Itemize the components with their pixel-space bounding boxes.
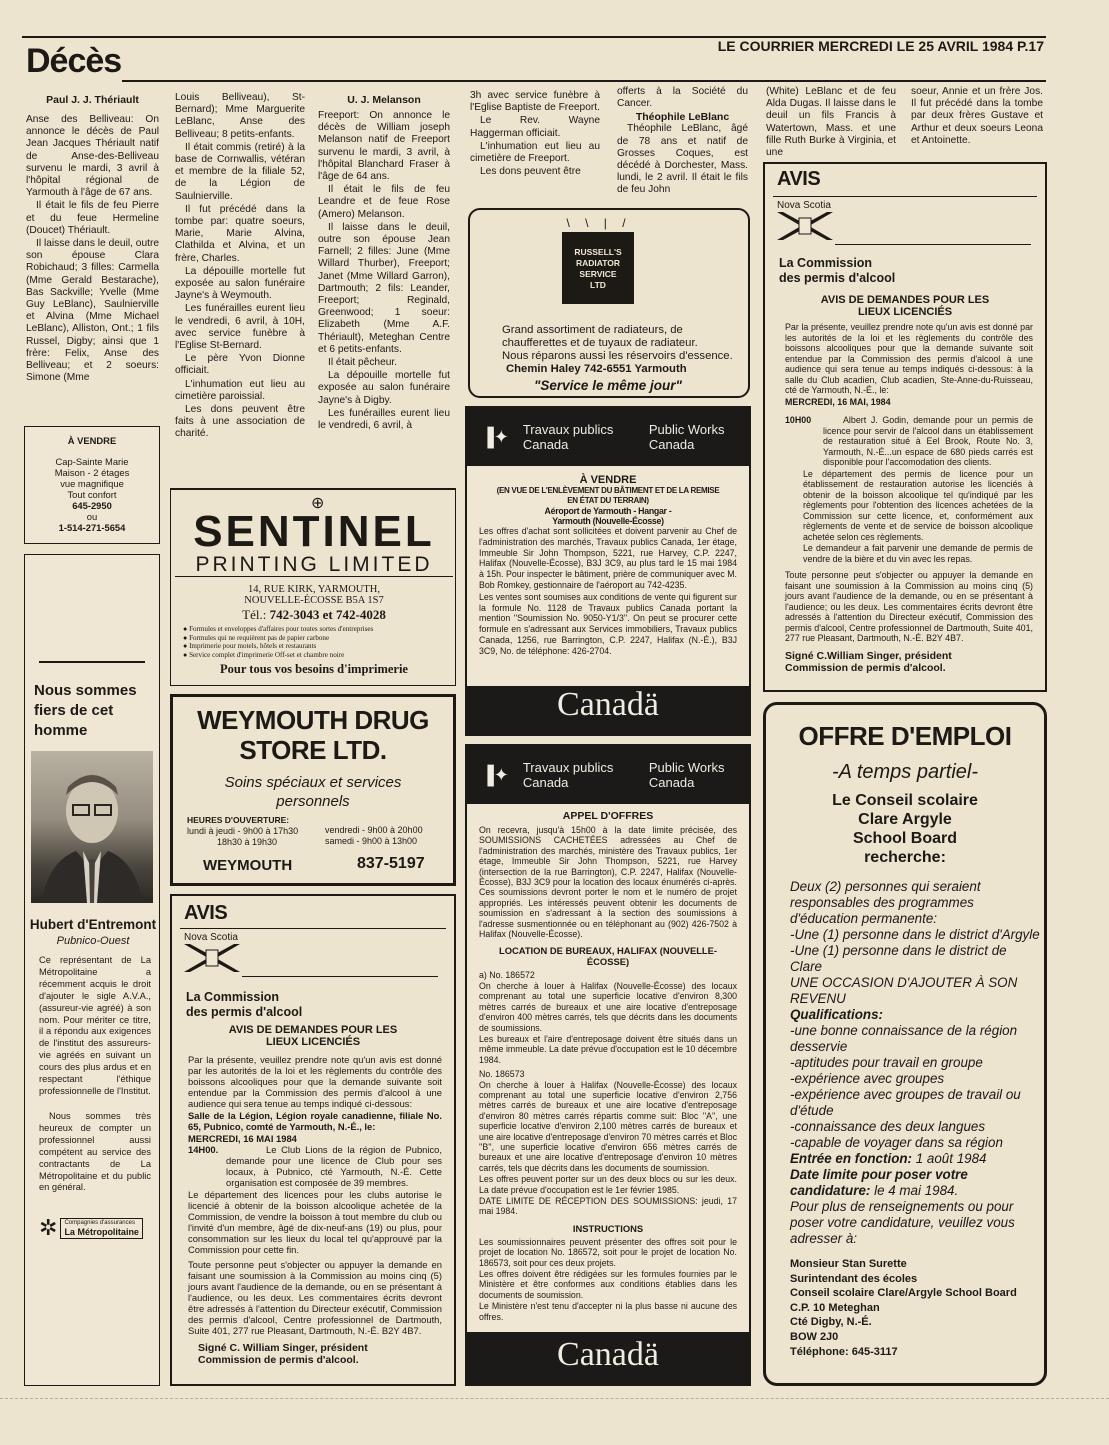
public-works-tender-ad — [465, 744, 751, 1386]
hours-line: 18h30 à 19h30 — [217, 836, 278, 847]
commission-name — [779, 256, 895, 286]
radiator-slogan: "Service le même jour" — [534, 378, 682, 393]
metro-body: Ce représentant de La Métropolitaine a récemment acquis le droit d'ajouter le sigle A.V.A., (assureur-vie agréé) à son nom. Pour mériter ce titre, il a répondu aux exigences de l'institut des assureurs-vie agréés en suivant un cours des plus ardus et en respectant l'éthique professionnelle de l'Institut. — [39, 955, 151, 1096]
rep-place: Pubnico-Ouest — [56, 935, 130, 947]
instructions-item: Les offres doivent être rédigées sur les formules fournies par le Ministère et être conformes aux conditions établies dans les documents de soumission. — [479, 1269, 737, 1300]
sentinel-name: SENTINEL — [193, 507, 435, 556]
metro-title: Nous sommes fiers de cet homme — [34, 682, 137, 739]
qualifications-title: Qualifications: — [790, 1007, 884, 1022]
sentinel-address-line: 14, RUE KIRK, YARMOUTH, — [247, 584, 381, 595]
obituary-leblanc-continued — [911, 86, 1043, 148]
metro-logo — [39, 1217, 151, 1239]
drug-phone: 837-5197 — [357, 855, 425, 872]
drug-tagline — [173, 773, 453, 811]
tender-b-body-2: Les offres peuvent porter sur un des deux blocs ou sur les deux. La date prévue d'occupation est le 1er février 1985. — [479, 1174, 737, 1195]
job-position: -Une (1) personne dans le district de Clare — [790, 943, 1007, 974]
qualification-item: -expérience avec groupes — [790, 1071, 945, 1086]
obituary-paragraph: Il était commis (retiré) à la base de Cornwallis, vétéran et membre de la filiale 52, de la Légion de Saulnierville. — [175, 141, 305, 202]
drug-town: WEYMOUTH — [203, 857, 293, 874]
qualification-item: -aptitudes pour travail en groupe — [790, 1055, 983, 1070]
avis-item: Le Club Lions de la région de Pubnico, demande pour une licence de Club pour ses locaux, à Pubnico, cté Yarmouth, N.-É. Cette organisation est composée de 39 membres. — [226, 1144, 442, 1188]
canada-flag-icon: ▐✦ — [481, 426, 509, 447]
avis-closing: Toute personne peut s'objecter ou appuyer la demande en faisant une soumission à la Commission au moins cinq (5) jours avant l'audience de la demande, ou en se présentant à l'audience, ou les deux. Les commentaires écrits devront être adressés à l'attention du Directeur exécutif, Commission des permis d'alcool, Centre professionnel de Dartmouth, Suite 401, 277 rue Pleasant, Dartmouth, N.-É. B2Y 4B7. — [188, 1259, 442, 1336]
job-org-line: Clare Argyle — [858, 811, 952, 828]
job-opportunity: UNE OCCASION D'AJOUTER À SON REVENU — [790, 975, 1018, 1006]
sentinel-address — [171, 584, 457, 606]
for-sale-ad — [24, 426, 160, 544]
metro-logo-name: La Métropolitaine — [64, 1226, 139, 1237]
avis-item-2: Le département des licences pour les clubs autorise le licencié à obtenir de la boisson alcoolique achetée de la Commission, de vendre la boisson à tout membre du club ou l'invité d'un membre, âgé de dix-neuf-ans (19) ou plus, pour consommation sur les lieux du local tel qu'approuvé par la Commission pour cette fin. — [188, 1189, 442, 1255]
public-works-sale-ad — [465, 406, 751, 736]
sentinel-address-line: NOUVELLE-ÉCOSSE B5A 1S7 — [244, 595, 384, 606]
drug-name — [173, 705, 453, 765]
radiator-badge-line: SERVICE — [579, 269, 617, 279]
obituary-theriault-continued — [175, 92, 305, 442]
drug-name-line: WEYMOUTH DRUG — [197, 705, 429, 735]
avis-signature: Signé C.William Singer, président — [785, 649, 952, 662]
tender-a-no: a) No. 186572 — [479, 970, 535, 981]
metro-body-2: Nous sommes très heureux de compter un professionnel aussi compétent au service des contractants de La Métropolitaine et du public en général. — [39, 1111, 151, 1193]
contact-line: Cté Digby, N.-É. — [790, 1316, 872, 1329]
dept-country-en: Canada — [648, 437, 695, 452]
instructions-item: Les soumissionnaires peuvent présenter des offres soit pour le projet de location No. 186572, soit pour le projet de location No. 186573, soit pour ces deux projets. — [479, 1236, 737, 1268]
sentinel-tel-label: Tél.: — [242, 607, 267, 622]
job-org-line: School Board — [852, 830, 957, 847]
obituary-paragraph: Le père Yvon Dionne officiait. — [175, 353, 305, 377]
for-sale-line: Maison - 2 étages — [54, 467, 130, 478]
obituary-paragraph: Il était le fils de feu Pierre et du feue Hermeline (Doucet) Thériault. — [26, 200, 159, 236]
obituary-paragraph: L'inhumation eut lieu au cimetière de Freeport. — [470, 140, 600, 165]
for-sale-line: Tout confort — [67, 489, 117, 500]
avis-body — [188, 1054, 442, 1366]
for-sale-line: Cap-Sainte Marie — [55, 456, 129, 467]
portrait-photo — [31, 751, 153, 903]
obituary-paragraph: Les dons peuvent être — [480, 166, 581, 178]
tender-b-no: No. 186573 — [479, 1069, 525, 1080]
sentinel-subname: PRINTING LIMITED — [175, 554, 453, 577]
obituary-heading: U. J. Melanson — [347, 94, 421, 106]
radiator-text — [502, 324, 742, 376]
section-title: Décès — [26, 42, 122, 80]
tender-section: LOCATION DE BUREAUX, HALIFAX (NOUVELLE-ÉCOSSE) — [498, 945, 718, 968]
metropolitaine-ad — [24, 554, 160, 1386]
job-org-line: Le Conseil scolaire — [832, 792, 978, 809]
obituary-paragraph: Il laisse dans le deuil, outre son épouse Clara Robichaud; 3 filles: Carmella (Mme Gerald Bestarache), Bas Sackville; Yvelle (Mme Guy LeBlanc), Saulnierville et Alvina (Mme Michael LeBlanc), Alliston, Ont.; 1 fils Russel, Digby; ainsi que 1 frère: Felix, Anse des Belliveau; et 2 soeurs: Simone (Mme — [26, 238, 159, 384]
obituary-theriault — [26, 92, 159, 385]
for-sale-line: vue magnifique — [60, 478, 124, 489]
hours-line: vendredi - 9h00 à 20h00 — [325, 825, 423, 835]
job-position: -Une (1) personne dans le district d'Argyle — [790, 927, 1040, 942]
tender-b-body: On cherche à louer à Halifax (Nouvelle-Écosse) des locaux comprenant au total une superficie locative d'environ 2,756 mètres carrés de bureaux et une aire locative d'entreposage d'environ 80 mètres carrés répartis comme suit: Bloc ''A'', une superficie locative d'environ 2,100 mètres carrés de bureaux et une aire locative d'entreposage d'environ 70 mètres carrés et Bloc ''B'', une superficie locative d'environ 656 mètres carrés de bureaux et une aire locative d'entreposage d'environ 10 mètres carrés, tels que décrits dans les documents de soumission. — [479, 1079, 737, 1173]
sentinel-printing-ad — [170, 488, 456, 686]
issue-line: LE COURRIER MERCREDI LE 25 AVRIL 1984 P.17 — [717, 38, 1044, 54]
obituary-paragraph: Il était le fils de feu Leandre et de feue Rose (Amero) Melanson. — [318, 184, 450, 220]
contact-line: Monsieur Stan Surette — [790, 1258, 907, 1270]
metro-logo-icon: ✲ — [39, 1215, 58, 1240]
header-rule — [122, 80, 1046, 82]
commission-line: des permis d'alcool — [186, 1005, 303, 1019]
commission-line: des permis d'alcool — [779, 271, 896, 285]
hours-left — [187, 826, 298, 847]
dept-name-fr: Travaux publics — [522, 422, 614, 437]
divider — [39, 661, 145, 663]
avis-body — [785, 322, 1033, 675]
avis-title — [172, 1024, 454, 1048]
obituary-melanson — [318, 92, 450, 433]
page-header — [22, 36, 1046, 84]
obituary-heading: Paul J. J. Thériault — [46, 94, 139, 106]
for-sale-phone: 1-514-271-5654 — [58, 522, 126, 533]
tender-a-body-2: Les bureaux et l'aire d'entreposage doivent être situés dans un même immeuble. La date prévue d'occupation est le 10 décembre 1984. — [479, 1033, 737, 1065]
contact-line: C.P. 10 Meteghan — [790, 1301, 880, 1314]
public-works-header — [467, 408, 749, 466]
sale-body: Les offres d'achat sont sollicitées et doivent parvenir au Chef de l'administration des marchés, Travaux publics Canada, 1er étage, Immeuble Sir John Thompson, 5221, rue Harvey, C.P. 2247, Halifax (Nouvelle-Écosse), B3J 3C9, au plus tard le 15 mai 1984 à 15h. Pour inspecter le bâtiment, prière de communiquer avec M. Bob Romkey, gestionnaire de l'aéroport au 742-4235. — [479, 526, 737, 590]
avis-item-3: Le demandeur a fait parvenir une demande de permis de vendre de la bière et du vin avec les repas. — [803, 543, 1033, 564]
avis-closing: Toute personne peut s'objecter ou appuyer la demande en faisant une soumission à la Commission au moins cinq (5) jours avant l'audience de la demande, ou en se présentant à l'audience; ou les deux. Les commentaires écrits devront être adressés à l'attention du Directeur exécutif, Commission des permis d'alcool, Centre professionnel de Dartmouth, Suite 401, 277 rue Pleasant, Dartmouth, N.-É. B2Y 4B7. — [785, 570, 1033, 643]
obituary-leblanc-continued — [766, 86, 896, 160]
avis-time: 10H00 — [785, 415, 812, 425]
avis-label: AVIS — [777, 168, 821, 190]
avis-signature: Signé C. William Singer, président — [198, 1342, 368, 1354]
sentinel-service-item: ● Formules et enveloppes d'affaires pour toutes sortes d'entreprises — [183, 625, 374, 633]
avis-intro: Par la présente, veuillez prendre note qu'un avis est donné par les autorités de la loi et les règlements du contrôle des boissons alcooliques pour que la demande suivante soit entendue par la Commission des permis d'alcool à une audience qui sera tenue au temps indiqués ci-dessous: à la salle du Club acadien, Club acadien, Ste-Anne-du-Ruisseau, cté de Yarmouth, N.-É., le: — [785, 322, 1033, 395]
job-details — [790, 879, 1040, 1247]
tender-deadline: DATE LIMITE DE RÉCEPTION DES SOUMISSIONS: jeudi, 17 mai 1984. — [479, 1196, 737, 1217]
obituary-paragraph: Il laisse dans le deuil, outre son épouse Jean Farnell; 2 filles: June (Mme Willard Thurber), Freeport; Janet (Mme Willard Garron), Dartmouth; 2 fils: Leander, Freeport; Reginald, Greenwood; 1 soeur: Elizabeth (Mme A.F. Thériault), Meteghan Centre et 6 petits-enfants. — [318, 221, 450, 355]
radiator-badge-line: RUSSELL'S — [574, 247, 622, 257]
radiator-contact: Chemin Haley 742-6551 Yarmouth — [506, 363, 687, 375]
qualification-item: -capable de voyager dans sa région — [790, 1135, 1003, 1150]
job-org-line: recherche: — [864, 849, 946, 866]
sale-title: À VENDRE — [579, 474, 637, 486]
hours-line: lundi à jeudi - 9h00 à 17h30 — [187, 826, 299, 836]
dept-name-fr: Travaux publics — [522, 760, 614, 775]
hours-title: HEURES D'OUVERTURE: — [187, 815, 290, 825]
avis-liquor-pubnico — [170, 894, 456, 1386]
deadline-label: Date limite pour poser votre candidature: — [790, 1167, 968, 1198]
sentinel-tagline: Pour tous vos besoins d'imprimerie — [220, 662, 408, 676]
avis-rule — [773, 196, 1037, 197]
nova-scotia-logo-icon — [184, 944, 240, 972]
canada-wordmark-bar — [467, 686, 749, 734]
radiator-badge-line: RADIATOR — [575, 258, 621, 268]
obituary-paragraph: Louis Belliveau), St-Bernard); Mme Marguerite LeBlanc, Anse des Belliveau; 8 petits-enfants. — [175, 92, 305, 140]
commission-line: La Commission — [779, 256, 873, 270]
sentinel-tel: 742-3043 et 742-4028 — [269, 607, 386, 622]
canada-wordmark-bar — [467, 1332, 749, 1384]
qualification-item: -expérience avec groupes de travail ou d'étude — [790, 1087, 1021, 1118]
avis-liquor-acadien — [763, 162, 1047, 692]
job-contact — [790, 1257, 1040, 1359]
sentinel-services — [183, 625, 453, 659]
job-offer-ad — [763, 702, 1047, 1386]
drug-tagline-line: personnels — [276, 793, 350, 810]
obituary-paragraph: Il fut précédé dans la tombe par: quatre soeurs, Marie, Marie Alvina, Clathilda et Alvina, et un frère, Charles. — [175, 203, 305, 264]
obituary-leblanc — [617, 86, 748, 198]
globe-icon: ⊕ — [311, 495, 325, 512]
obituary-paragraph: L'inhumation eut lieu au cimetière paroissial. — [175, 378, 305, 402]
avis-date: MERCREDI, 16 MAI 1984 — [188, 1133, 297, 1144]
rep-name: Hubert d'Entremont — [29, 917, 157, 932]
radiator-line: Nous réparons aussi les réservoirs d'essence. — [502, 350, 733, 362]
obituary-paragraph: offerts à la Société du Cancer. — [617, 86, 748, 110]
contact-line: Conseil scolaire Clare/Argyle School Board — [790, 1287, 1017, 1300]
sentinel-service-item: ● Formules qui ne requièrent pas de papier carbone — [183, 633, 330, 642]
obituary-paragraph: Théophile LeBlanc, âgé de 78 ans et natif de Grosses Coques, est décédé à Dorchester, Mass. lundi, le 2 avril. Il était le fils de feu John — [617, 123, 748, 196]
radiator-service-ad — [468, 208, 750, 398]
avis-time: 14H00. — [188, 1144, 219, 1155]
dept-country-fr: Canada — [522, 437, 569, 452]
obituary-paragraph: Les funérailles eurent lieu le vendredi, 6 avril, à 10H, avec service funèbre à l'Eglise St-Bernard. — [175, 303, 305, 352]
sale-subtitle: EN ÉTAT DU TERRAIN) — [567, 496, 649, 505]
avis-title-line: AVIS DE DEMANDES POUR LES — [228, 1024, 398, 1036]
obituary-paragraph: La dépouille mortelle fut exposée au salon funéraire Jayne's à Digby. — [318, 370, 450, 406]
commission-line: La Commission — [186, 990, 280, 1004]
sale-subtitle: Aéroport de Yarmouth - Hangar - — [544, 506, 672, 516]
avis-title-line: AVIS DE DEMANDES POUR LES — [820, 294, 990, 306]
radiator-line: Grand assortiment de radiateurs, de — [502, 324, 683, 336]
avis-title-line: LIEUX LICENCIÉS — [265, 1036, 361, 1048]
instructions-item: Le Ministère n'est tenu d'accepter ni la plus basse ni aucune des offres. — [479, 1301, 737, 1322]
obituary-paragraph: Les funérailles eurent lieu le vendredi, 6 avril, à — [318, 407, 450, 432]
province-label: Nova Scotia — [777, 200, 831, 211]
avis-item-2: Le département des permis de licence pour un établissement de restauration autorise les licenciés à obtenir de la boisson alcoolique tel qu'indiqué par les règlements pour l'obtention des licences achetées de la Commission sur cette licence, et, conformément aux règlements de vente et de service de boisson alcoolique achetée selon ces règlements. — [803, 468, 1033, 542]
contact-line: BOW 2J0 — [790, 1330, 839, 1343]
sale-subtitle: Yarmouth (Nouvelle-Écosse) — [552, 516, 664, 526]
tender-a-body: On cherche à louer à Halifax (Nouvelle-Écosse) des locaux comprenant au total une superficie locative d'environ 8,300 mètres carrés de bureaux et une aire locative d'entreposage d'environ 400 mètres carrés, tels que décrits dans les documents de soumissions. — [479, 980, 737, 1033]
avis-location: Salle de la Légion, Légion royale canadienne, filiale No. 65, Pubnico, comté de Yarmouth, N.-É., le: — [188, 1110, 442, 1132]
job-title: OFFRE D'EMPLOI — [798, 721, 1012, 751]
canada-wordmark: Canadä — [557, 686, 659, 723]
sentinel-service-item: ● Service complet d'imprimerie Off-set et chambre noire — [183, 650, 345, 659]
avis-rule — [180, 928, 446, 929]
dept-name-en: Public Works — [648, 760, 725, 775]
obituary-paragraph: 3h avec service funèbre à l'Eglise Baptiste de Freeport. — [470, 90, 600, 114]
obituary-paragraph: Anse des Belliveau: On annonce le décès de Paul Jean Jacques Thériault natif de Anse-des-Belliveau survenu le mardi, 3 avril à l'hôpital régional de Yarmouth à l'âge de 67 ans. — [26, 114, 159, 199]
commission-name — [186, 990, 302, 1020]
for-sale-or: ou — [86, 511, 98, 522]
nova-scotia-logo-icon — [777, 212, 833, 240]
dept-country-fr: Canada — [522, 775, 569, 790]
qualification-item: -connaissance des deux langues — [790, 1119, 986, 1134]
radiator-icon: \ \ | / / — [566, 216, 632, 244]
avis-title-line: LIEUX LICENCIÉS — [857, 306, 953, 318]
hours-line: samedi - 9h00 à 13h00 — [325, 835, 418, 846]
obituary-paragraph: Freeport: On annonce le décès de William joseph Melanson natif de Freeport survenu le mardi, 3 avril, à l'hôpital Blanchard Fraser à l'âge de 64 ans. — [318, 110, 450, 183]
job-subtitle: -A temps partiel- — [832, 761, 978, 783]
instructions-title: INSTRUCTIONS — [572, 1222, 644, 1234]
qualification-item: -une bonne connaissance de la région desservie — [790, 1023, 1018, 1054]
metro-logo-small: Compagnies d'assurances — [64, 1219, 135, 1226]
avis-signature: Commission de permis d'alcool. — [785, 662, 946, 674]
avis-rule — [835, 244, 1031, 245]
deadline-date: le 4 mai 1984. — [874, 1183, 959, 1198]
contact-line: Surintendant des écoles — [790, 1272, 918, 1285]
avis-rule — [242, 976, 438, 977]
tender-body: On recevra, jusqu'à 15h00 à la date limite précisée, des SOUMISSIONS CACHETÉES adressées au Chef de l'administration des marchés, ministère des Travaux publics, 1er étage, Immeuble Sir John Thompson, 5221, rue Harvey (intersection de la rue Barrington), C.P. 2247, Halifax (Nouvelle-Écosse), B3J 3C9 pour la location des locaux énumérés ci-après. Ces soumissions devront porter le nom et le numéro de projet appropriés. Les intéressés peuvent obtenir les documents de soumission en s'adressant à la section des soumissions à l'adresse susmentionnée ou en téléphonant au (902) 426-7502 à Halifax (Nouvelle-Écosse). — [479, 825, 737, 940]
contact-line: Téléphone: 645-3117 — [790, 1345, 898, 1358]
page-bottom-edge — [0, 1398, 1109, 1399]
avis-date: MERCREDI, 16 MAI, 1984 — [785, 396, 891, 407]
avis-item: Albert J. Godin, demande pour un permis de licence pour servir de l'alcool dans un établissement de restauration situé à Eel Brook, Route No. 3, Yarmouth, N.-É...un espace de 680 pieds carrés est disponible pour l'accomodation des clients. — [823, 415, 1033, 467]
for-sale-phone: 645-2950 — [72, 500, 112, 511]
obituary-paragraph: La dépouille mortelle fut exposée au salon funéraire Jayne's à Weymouth. — [175, 265, 305, 302]
avis-label: AVIS — [184, 902, 228, 924]
job-intro: Deux (2) personnes qui seraient responsables des programmes d'éducation permanente: — [790, 879, 981, 926]
avis-intro: Par la présente, veuillez prendre note qu'un avis est donné par les autorités de la loi et les règlements du contrôle des boissons alcooliques pour que la demande suivante soit entendue par la Commission des permis d'alcool à une audience qui sera tenue au temps indiqué ci-dessous: — [188, 1054, 442, 1109]
obituary-paragraph: soeur, Annie et un frère Jos. Il fut précédé dans la tombe par deux frères Gustave et Arthur et deux soeurs Leona et Antoinette. — [911, 86, 1043, 146]
obituary-paragraph: Il était pêcheur. — [328, 357, 398, 369]
radiator-line: chaufferettes et de tuyaux de radiateur. — [502, 337, 698, 349]
weymouth-drug-ad — [170, 694, 456, 886]
canada-wordmark: Canadä — [557, 1336, 659, 1373]
drug-tagline-line: Soins spéciaux et services — [224, 774, 402, 791]
sale-subtitle: (EN VUE DE L'ENLÈVEMENT DU BÂTIMENT ET DE LA REMISE — [496, 486, 720, 495]
obituary-paragraph: (White) LeBlanc et de feu Alda Dugas. Il laisse dans le deuil un fils Francis à Watertown, Mass. et une fille Ruth Burke à Virginia, et une — [766, 86, 896, 159]
job-info: Pour plus de renseignements ou pour poser votre candidature, veuillez vous adresser à: — [790, 1199, 1015, 1246]
for-sale-title: À VENDRE — [67, 435, 117, 446]
province-label: Nova Scotia — [184, 932, 238, 943]
sentinel-service-item: ● Imprimerie pour motels, hôtels et restaurants — [183, 642, 317, 650]
start-label: Entrée en fonction: — [790, 1151, 913, 1166]
avis-signature: Commission de permis d'alcool. — [198, 1354, 359, 1366]
job-org — [766, 791, 1044, 867]
dept-name-en: Public Works — [648, 422, 725, 437]
canada-flag-icon: ▐✦ — [481, 764, 509, 785]
hours-right — [325, 825, 423, 846]
obituary-heading: Théophile LeBlanc — [635, 111, 730, 124]
start-date: 1 août 1984 — [915, 1151, 987, 1166]
obituary-paragraph: Le Rev. Wayne Haggerman officiait. — [470, 115, 600, 139]
radiator-badge-line: LTD — [590, 280, 606, 290]
sentinel-phone — [171, 607, 457, 623]
public-works-header — [467, 746, 749, 804]
obituary-melanson-continued — [470, 90, 600, 179]
tender-title: APPEL D'OFFRES — [562, 810, 654, 822]
dept-country-en: Canada — [648, 775, 695, 790]
sale-body-2: Les ventes sont soumises aux conditions de vente qui figurent sur la formule No. 1128 de Travaux publics Canada portant la mention ''Soumission No. 9050-Y1/3''. On peut se procurer cette formule en s'adressant aux Services immobiliers, Travaux publics Canada, 1256, rue Barrington, C.P. 2247, Halifax (N.-É.), B3J 3C9, No. de téléphone: 426-2704. — [479, 591, 737, 656]
obituary-paragraph: Les dons peuvent être faits à une association de charité. — [175, 404, 305, 440]
drug-name-line: STORE LTD. — [239, 735, 387, 765]
avis-title — [765, 294, 1045, 318]
